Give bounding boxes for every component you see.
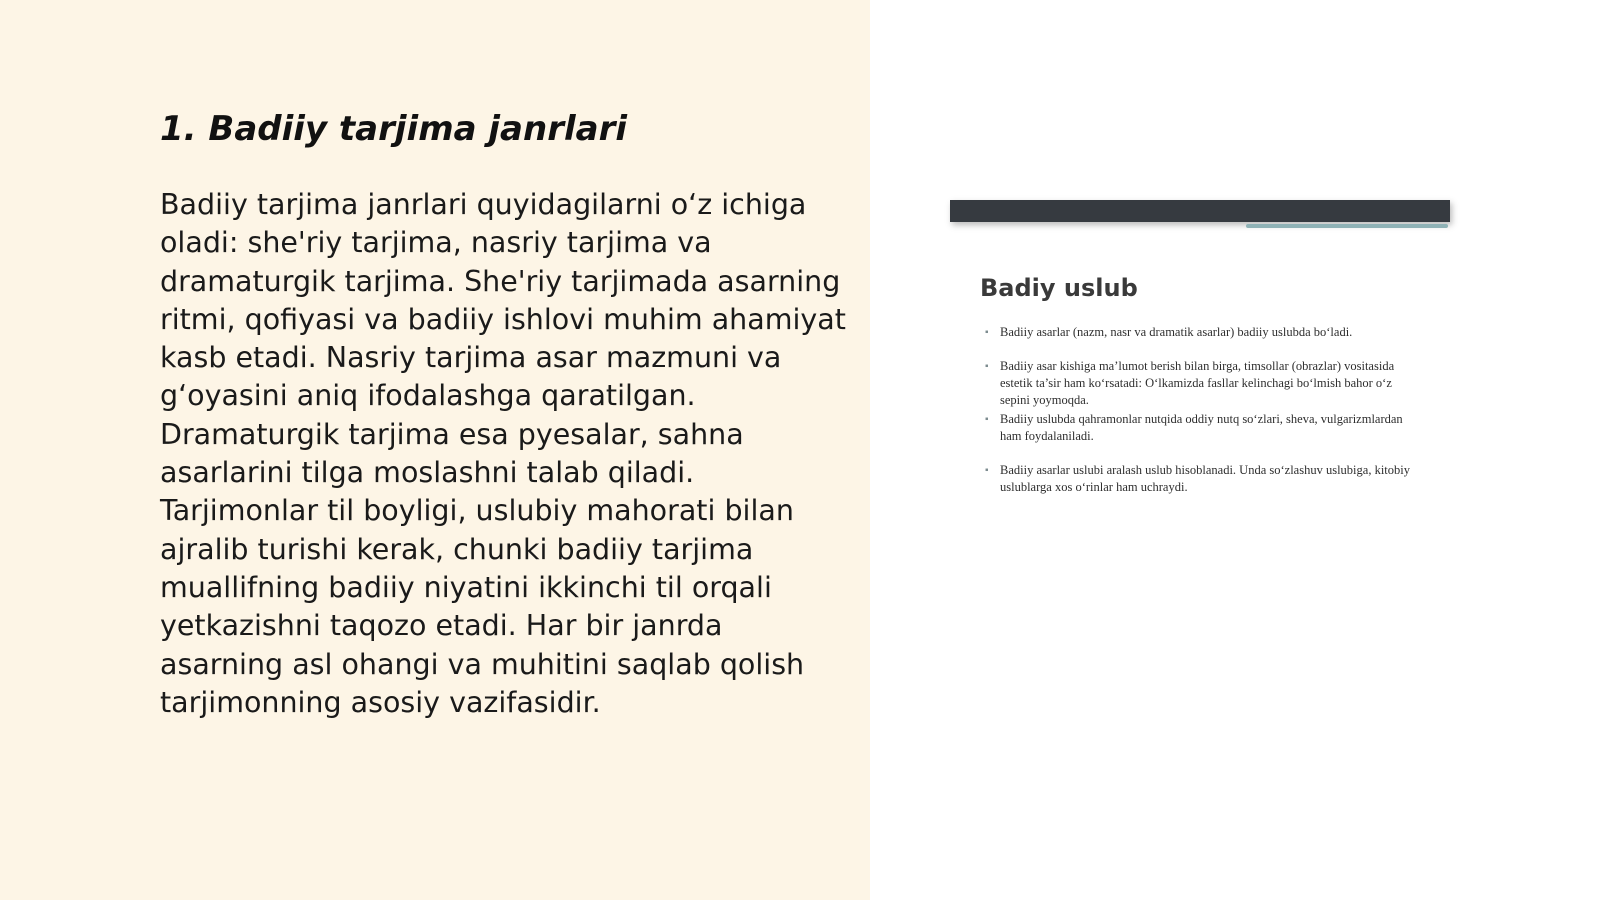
square-bullet-icon: ▪	[985, 414, 989, 425]
thumbnail-bullet-text: Badiiy asar kishiga ma’lumot berish bilan birga, timsollar (obrazlar) vositasida estetik ta’sir ham ko‘rsatadi: O‘lkamizda fasllar kelinchagi bo‘lmish bahor o‘z sepini yoymoqda.	[1000, 359, 1395, 407]
thumbnail-bullet-text: Badiiy asarlar (nazm, nasr va dramatik asarlar) badiiy uslubda bo‘ladi.	[1000, 325, 1353, 339]
thumbnail-header-bar	[950, 200, 1450, 222]
square-bullet-icon: ▪	[985, 465, 989, 476]
thumbnail-bullet-item	[980, 411, 1420, 445]
square-bullet-icon: ▪	[985, 327, 989, 338]
thumbnail-accent-line	[1246, 224, 1448, 228]
thumbnail-bullet-item	[980, 324, 1420, 341]
slide-thumbnail-image	[950, 196, 1452, 526]
thumbnail-bullet-item	[980, 358, 1420, 409]
slide-body-text: Badiiy tarjima janrlari quyidagilarni o‘z ichiga oladi: she'riy tarjima, nasriy tarjima va dramaturgik tarjima. She'riy tarjimada asarning ritmi, qofiyasi va badiiy ishlovi muhim ahamiyat kasb etadi. Nasriy tarjima asar mazmuni va g‘oyasini aniq ifodalashga qaratilgan. Dramaturgik tarjima esa pyesalar, sahna asarlarini tilga moslashni talab qiladi. Tarjimonlar til boyligi, uslubiy mahorati bilan ajralib turishi kerak, chunki badiiy tarjima muallifning badiiy niyatini ikkinchi til orqali yetkazishni taqozo etadi. Har bir janrda asarning asl ohangi va muhitini saqlab qolish tarjimonning asosiy vazifasidir.	[160, 188, 846, 719]
square-bullet-icon: ▪	[985, 361, 989, 372]
thumbnail-bullet-item	[980, 462, 1420, 496]
slide-title: 1. Badiiy tarjima janrlari	[160, 109, 627, 149]
thumbnail-bullet-list	[980, 324, 1420, 513]
thumbnail-title: Badiy uslub	[980, 274, 1138, 302]
thumbnail-bullet-text: Badiiy uslubda qahramonlar nutqida oddiy nutq so‘zlari, sheva, vulgarizmlardan ham foydalaniladi.	[1000, 412, 1403, 443]
thumbnail-bullet-text: Badiiy asarlar uslubi aralash uslub hisoblanadi. Unda so‘zlashuv uslubiga, kitobiy uslublarga xos o‘rinlar ham uchraydi.	[1000, 463, 1410, 494]
